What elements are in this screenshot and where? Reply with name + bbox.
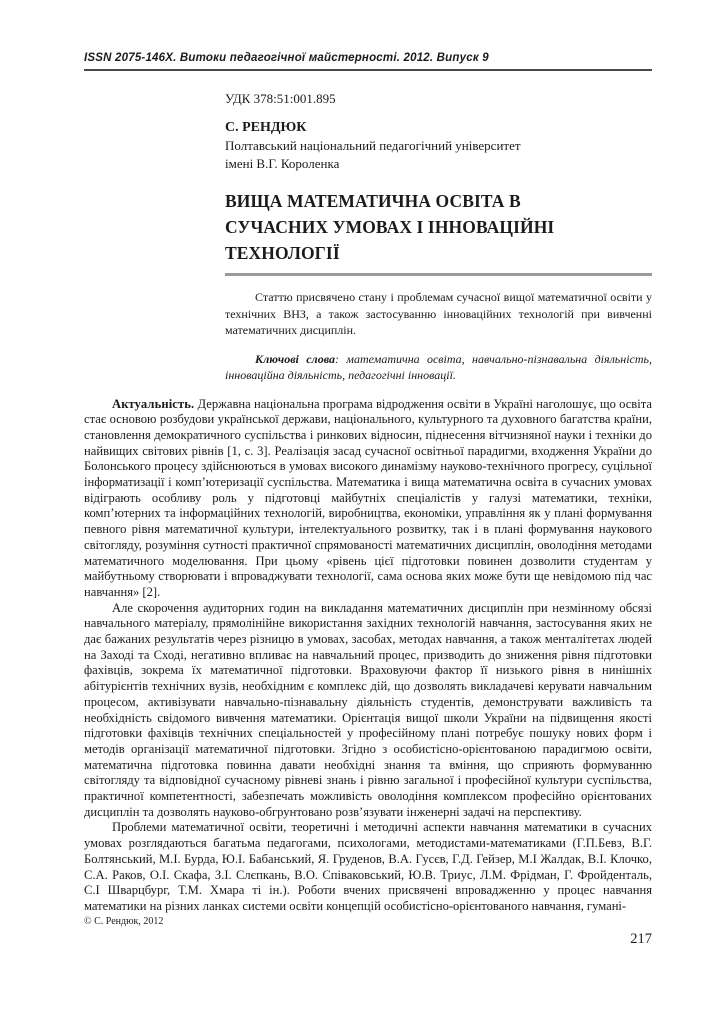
article-title: ВИЩА МАТЕМАТИЧНА ОСВІТА В СУЧАСНИХ УМОВАХ І ІННОВАЦІЙНІ ТЕХНОЛОГІЇ	[225, 191, 555, 263]
running-head: ISSN 2075-146X. Витоки педагогічної майстерності. 2012. Випуск 9	[84, 52, 652, 71]
udc-code: УДК 378:51:001.895	[225, 91, 336, 106]
body-paragraph-2: Але скорочення аудиторних годин на викладання математичних дисциплін при незмінному обсязі навчального матеріалу, прямолінійне використання західних технологій навчання, застосування яких не дає бажаних результатів через різницю в умовах, засобах, методах навчання, а також менталітетах людей на Заході та Сході, негативно впливає на навчальний процес, призводить до зниження рівня підготовки фахівців, зокрема їх математичної підготовки. Враховуючи фактор її низького рівня в нинішніх абітурієнтів технічних вузів, необхідним є комплекс дій, що дозволять викладачеві керувати навчальним процесом, активізувати навчально-пізнавальну діяльність студентів, демонструвати важливість та необхідність свідомого вивчення математики. Орієнтація вищої школи України на підвищення якості підготовки фахівців технічних спеціальностей у професійному плані потребує пошуку нових форм і методів організації математичної підготовки. Згідно з особистісно-орієнтованою парадигмою освіти, математична підготовка повинна давати необхідні знання та вміння, що сприяють формуванню світогляду та відповідної сучасному рівневі знань і рівню загальної і професійної культури суспільства, практичної компетентності, забезпечать можливість оволодіння комплексом професійно орієнтованих дисциплін та дозволять науково-обгрунтовано розв’язувати інженерні задачі на перспективу.	[84, 600, 652, 819]
paragraph-lead-word: Актуальність.	[112, 396, 195, 411]
keywords-text: : математична освіта, навчально-пізнавальна діяльність, інноваційна діяльність, педагогічні інновації.	[225, 351, 653, 382]
article-body	[84, 397, 652, 915]
affiliation-line-2: імені В.Г. Короленка	[225, 155, 340, 171]
paragraph-1-text: Державна національна програма відродження освіти в Україні наголошує, що освіта стає основою розбудови української держави, національного, культурного та духовного багатства країни, становлення демократичного суспільства і ринкових відносин, піднесення вітчизняної науки і техніки до найвищих світових рівнів [1, с. 3]. Реалізація засад сучасної освітньої парадигми, входження України до Болонського процесу здійснюються в умовах високого динамізму науково-технічного прогресу, суцільної інформатизації і комп’ютеризації суспільства. Математика і вища математична освіта в сучасних умовах відіграють особливу роль у підготовці майбутніх спеціалістів у галузі математики, техніки, комп’ютерних та інформаційних технологій, виробництва, економіки, управління як у плані формування певного рівня математичної культури, інтелектуального розвитку, так і в плані формування наукового світогляду, розуміння сутності практичної спрямованості математичних дисциплін, оволодіння методами математичного моделювання. При цьому «рівень цієї підготовки повинен дозволити студентам у майбутньому створювати і впроваджувати технології, сама основа яких може бути ще невідомою під час навчання» [2].	[84, 396, 652, 599]
body-paragraph-1	[84, 397, 652, 601]
affiliation-line-1: Полтавський національний педагогічний університет	[225, 138, 521, 153]
front-matter	[225, 91, 652, 384]
keywords-paragraph	[225, 351, 652, 384]
page-number: 217	[630, 930, 652, 947]
author-name: С. РЕНДЮК	[225, 120, 307, 135]
body-paragraph-3: Проблеми математичної освіти, теоретичні і методичні аспекти навчання математики в сучасних умовах розглядаються багатьма педагогами, психологами, методистами-математиками (Г.П.Бевз, В.Г. Болтянський, М.І. Бурда, Ю.І. Бабанський, Я. Груденов, В.А. Гусєв, Г.Д. Гейзер, М.І Жалдак, В.І. Клочко, С.А. Раков, О.І. Скафа, З.І. Слєпкань, В.О. Співаковський, Ю.В. Триус, Л.М. Фрідман, Г. Фройденталь, С.І Шварцбург, Т.М. Хмара ті ін.). Роботи вчених присвячені впровадженню у процес навчання математики на різних ланках системи освіти концепцій особистісно-орієнтованого навчання, гумані-	[84, 820, 652, 913]
keywords-label: Ключові слова	[255, 351, 335, 366]
abstract-paragraph: Статтю присвячено стану і проблемам сучасної вищої математичної освіти у технічних ВНЗ, а також застосуванню інноваційних технологій при вивченні математичних дисциплін.	[225, 290, 652, 337]
title-rule	[225, 273, 652, 276]
copyright-note: © С. Рендюк, 2012	[84, 915, 164, 927]
